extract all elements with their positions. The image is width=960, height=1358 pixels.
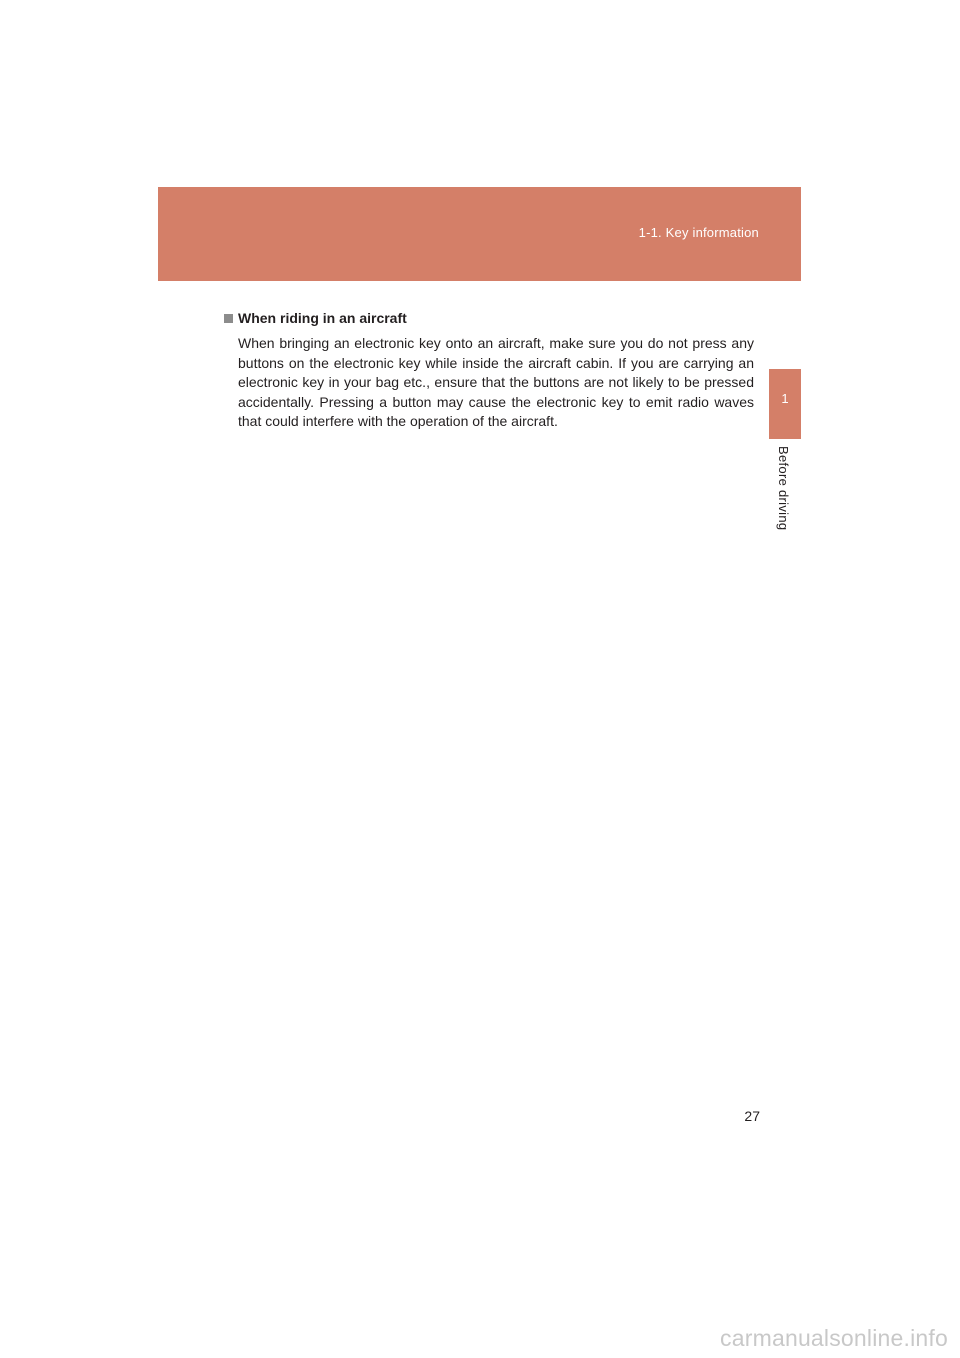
section-heading-text: When riding in an aircraft [238,310,407,326]
chapter-label: Before driving [776,446,791,531]
chapter-label-container [769,446,801,542]
page-number: 27 [744,1108,760,1124]
content-section [224,308,754,432]
chapter-tab [769,369,801,439]
chapter-number: 1 [781,391,789,406]
section-title: 1-1. Key information [638,225,759,240]
section-body: When bringing an electronic key onto an aircraft, make sure you do not press any buttons on the electronic key while inside the aircraft cabin. If you are carrying an electronic key in your bag etc., ensure that the buttons are not likely to be pressed accidentally. Pressing a button may cause the electronic key to emit radio waves that could interfere with the operation of the aircraft. [238,335,754,430]
header-band [158,187,801,281]
section-heading [224,308,754,328]
watermark: carmanualsonline.info [720,1325,948,1351]
square-bullet-icon [224,314,233,323]
